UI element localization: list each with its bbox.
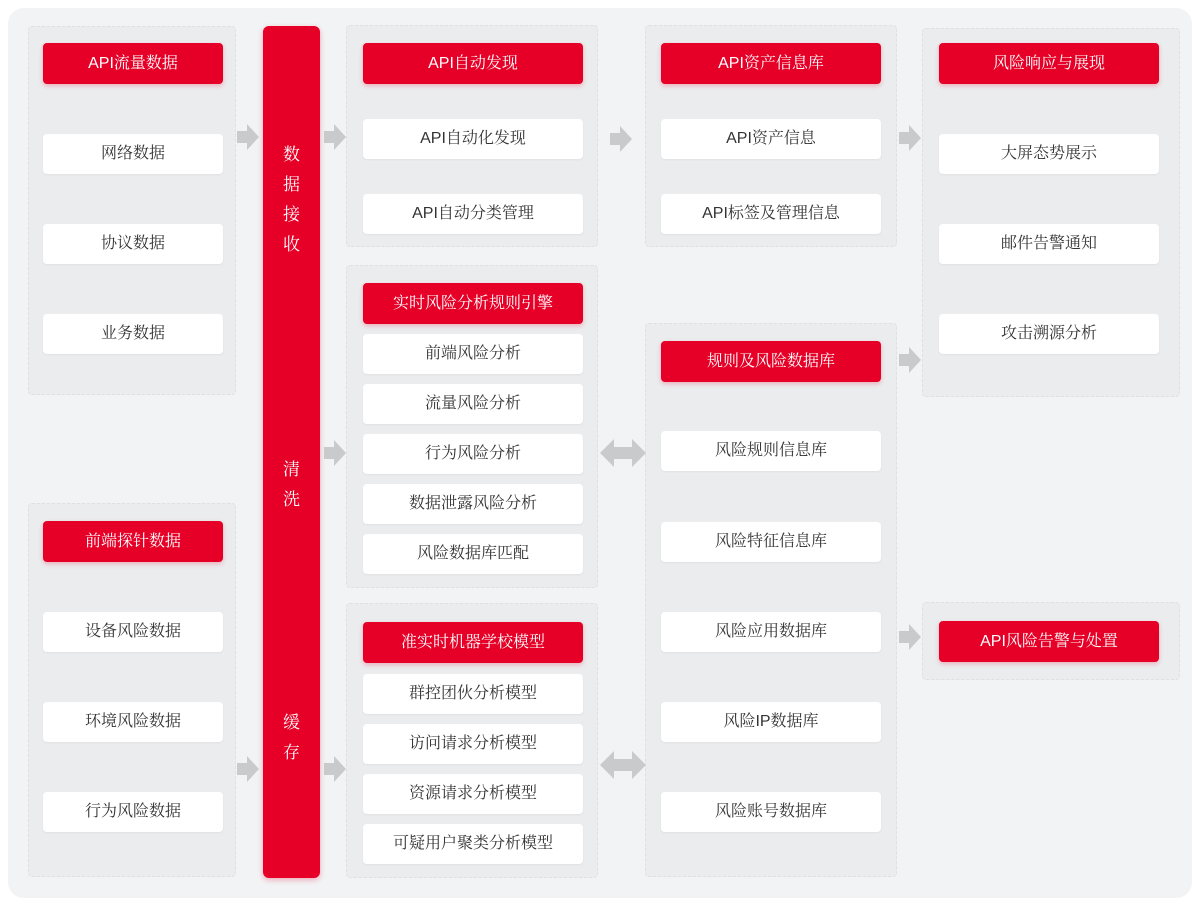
- node-api-asset-info: API资产信息: [661, 119, 881, 159]
- node-api-auto-classification: API自动分类管理: [363, 194, 583, 234]
- group-header-api-auto-discovery: API自动发现: [363, 43, 583, 84]
- node-environment-risk-data: 环境风险数据: [43, 702, 223, 742]
- arrow-traffic-to-pipeline: [237, 124, 259, 150]
- arrow-ml-models-risk-db-bidirectional: [600, 749, 646, 781]
- node-api-automated-discovery: API自动化发现: [363, 119, 583, 159]
- node-network-data: 网络数据: [43, 134, 223, 174]
- node-risk-account-database: 风险账号数据库: [661, 792, 881, 832]
- node-behavior-risk-data: 行为风险数据: [43, 792, 223, 832]
- arrow-pipeline-to-rule-engine: [324, 440, 346, 466]
- pipeline-stage-cache: 缓存: [283, 713, 300, 762]
- arrow-rule-engine-risk-db-bidirectional: [600, 437, 646, 469]
- node-data-leak-risk-analysis: 数据泄露风险分析: [363, 484, 583, 524]
- group-api-traffic-data: [28, 26, 236, 395]
- node-access-request-model: 访问请求分析模型: [363, 724, 583, 764]
- arrow-discovery-to-asset-base: [610, 126, 632, 152]
- node-resource-request-model: 资源请求分析模型: [363, 774, 583, 814]
- group-header-api-risk-alert-disposal: API风险告警与处置: [939, 621, 1159, 662]
- group-header-ml-models: 准实时机器学校模型: [363, 622, 583, 663]
- node-frontend-risk-analysis: 前端风险分析: [363, 334, 583, 374]
- group-header-rules-risk-databases: 规则及风险数据库: [661, 341, 881, 382]
- arrow-pipeline-to-ml-models: [324, 756, 346, 782]
- group-header-frontend-probe-data: 前端探针数据: [43, 521, 223, 562]
- arrow-pipeline-to-discovery: [324, 124, 346, 150]
- group-frontend-probe-data: [28, 503, 236, 877]
- node-device-risk-data: 设备风险数据: [43, 612, 223, 652]
- group-risk-response-presentation: [922, 28, 1180, 397]
- node-risk-ip-database: 风险IP数据库: [661, 702, 881, 742]
- group-api-auto-discovery: [346, 25, 598, 247]
- node-dashboard-display: 大屏态势展示: [939, 134, 1159, 174]
- group-rules-risk-databases: [645, 323, 897, 877]
- arrow-asset-base-to-response: [899, 125, 921, 151]
- group-api-asset-info-base: [645, 25, 897, 247]
- group-header-api-asset-info-base: API资产信息库: [661, 43, 881, 84]
- node-business-data: 业务数据: [43, 314, 223, 354]
- node-risk-rule-info-base: 风险规则信息库: [661, 431, 881, 471]
- node-suspicious-user-cluster-model: 可疑用户聚类分析模型: [363, 824, 583, 864]
- node-group-control-gang-model: 群控团伙分析模型: [363, 674, 583, 714]
- node-risk-feature-info-base: 风险特征信息库: [661, 522, 881, 562]
- node-behavior-risk-analysis: 行为风险分析: [363, 434, 583, 474]
- node-risk-app-database: 风险应用数据库: [661, 612, 881, 652]
- node-api-tag-mgmt-info: API标签及管理信息: [661, 194, 881, 234]
- node-traffic-risk-analysis: 流量风险分析: [363, 384, 583, 424]
- group-header-risk-response-presentation: 风险响应与展现: [939, 43, 1159, 84]
- group-header-api-traffic-data: API流量数据: [43, 43, 223, 84]
- pipeline-stage-receive: 数据接收: [283, 145, 300, 254]
- node-email-alert-notification: 邮件告警通知: [939, 224, 1159, 264]
- arrow-risk-db-to-response: [899, 347, 921, 373]
- group-realtime-risk-rule-engine: [346, 265, 598, 588]
- arrow-probe-to-pipeline: [237, 756, 259, 782]
- group-ml-models: [346, 603, 598, 878]
- group-api-risk-alert-disposal: [922, 602, 1180, 680]
- pipeline-stage-clean: 清洗: [283, 460, 300, 509]
- group-header-realtime-risk-rule-engine: 实时风险分析规则引擎: [363, 283, 583, 324]
- node-attack-trace-analysis: 攻击溯源分析: [939, 314, 1159, 354]
- pipeline-bar: [263, 26, 320, 878]
- arrow-risk-db-to-alert-disposal: [899, 624, 921, 650]
- node-protocol-data: 协议数据: [43, 224, 223, 264]
- node-risk-db-matching: 风险数据库匹配: [363, 534, 583, 574]
